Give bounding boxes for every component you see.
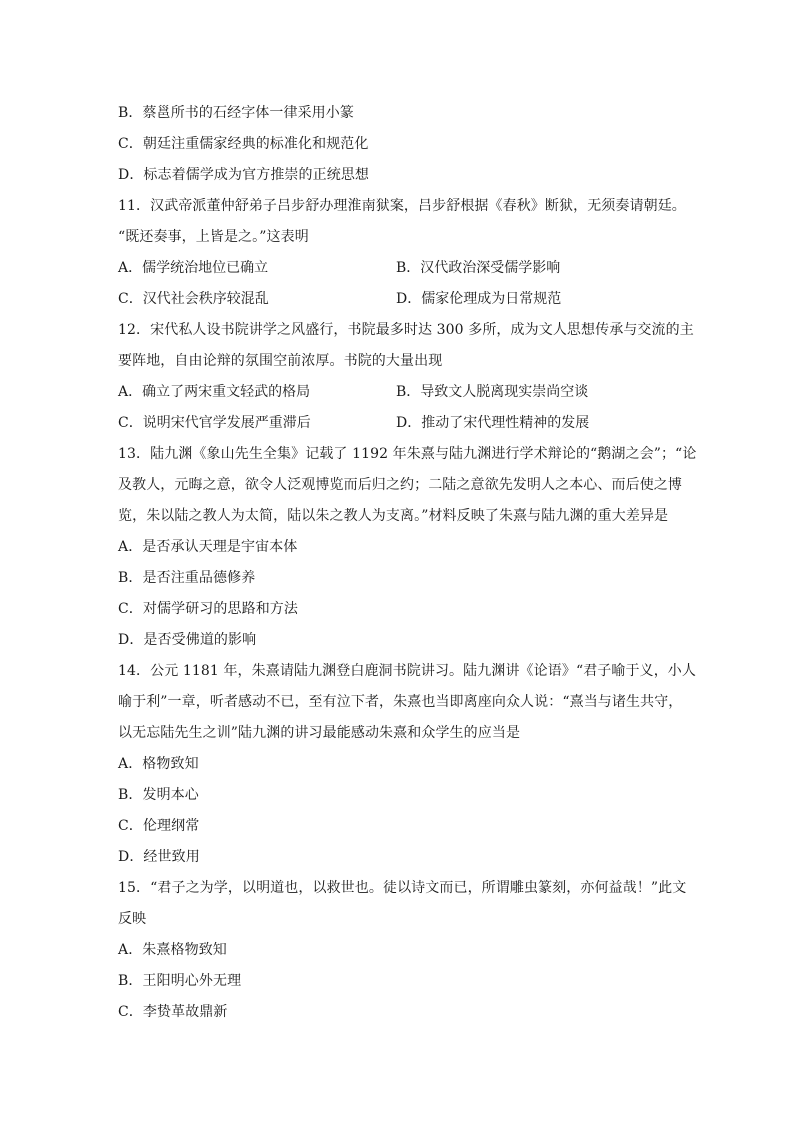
option-b: B．发明本心 — [118, 787, 199, 803]
option-d: D．标志着儒学成为官方推崇的正统思想 — [118, 167, 370, 183]
question-10-options — [118, 98, 690, 191]
option-row — [118, 408, 690, 439]
option-row — [118, 284, 690, 315]
option-d: D．儒家伦理成为日常规范 — [396, 291, 562, 307]
option-a: A．是否承认天理是宇宙本体 — [118, 539, 298, 555]
option-a: A．儒学统治地位已确立 — [118, 260, 269, 276]
question-stem-line: 12．宋代私人设书院讲学之风盛行，书院最多时达 300 多所，成为文人思想传承与交流的主 — [118, 322, 694, 338]
question-stem-line: 13．陆九渊《象山先生全集》记载了 1192 年朱熹与陆九渊进行学术辩论的“鹅湖之会”；“论 — [118, 446, 697, 462]
option-d: D．经世致用 — [118, 849, 200, 865]
question-14 — [118, 656, 696, 873]
option-c: C．对儒学研习的思路和方法 — [118, 601, 299, 617]
question-stem-line: 14．公元 1181 年，朱熹请陆九渊登白鹿洞书院讲习。陆九渊讲《论语》“君子喻于义，小人 — [118, 663, 696, 679]
option-c: C．说明宋代官学发展严重滞后 — [118, 415, 311, 431]
option-b: B．导致文人脱离现实崇尚空谈 — [396, 384, 589, 400]
option-c: C．朝廷注重儒家经典的标准化和规范化 — [118, 136, 369, 152]
question-stem-line: 反映 — [118, 911, 147, 927]
question-11 — [118, 191, 690, 315]
option-c: C．李贽革故鼎新 — [118, 1004, 228, 1020]
question-stem-line: 以无忘陆先生之训”陆九渊的讲习最能感动朱熹和众学生的应当是 — [118, 725, 521, 741]
question-stem-line: 喻于利”一章，听者感动不已，至有泣下者，朱熹也当即离座向众人说：“熹当与诸生共守， — [118, 694, 683, 710]
question-stem-line: “既还奏事，上皆是之。”这表明 — [118, 229, 309, 245]
option-a: A．确立了两宋重文轻武的格局 — [118, 384, 311, 400]
question-content — [118, 98, 697, 1028]
option-c: C．汉代社会秩序较混乱 — [118, 291, 269, 307]
option-a: A．朱熹格物致知 — [118, 942, 227, 958]
question-stem-line: 要阵地，自由论辩的氛围空前浓厚。书院的大量出现 — [118, 353, 443, 369]
question-15 — [118, 873, 690, 1028]
option-d: D．是否受佛道的影响 — [118, 632, 257, 648]
option-b: B．王阳明心外无理 — [118, 973, 242, 989]
question-12 — [118, 315, 694, 439]
option-b: B．蔡邕所书的石经字体一律采用小篆 — [118, 105, 354, 121]
question-13 — [118, 439, 697, 656]
option-b: B．汉代政治深受儒学影响 — [396, 260, 561, 276]
question-stem-line: 11．汉武帝派董仲舒弟子吕步舒办理淮南狱案，吕步舒根据《春秋》断狱，无须奏请朝廷。 — [118, 198, 686, 214]
option-row — [118, 377, 690, 408]
option-c: C．伦理纲常 — [118, 818, 200, 834]
question-stem-line: 及教人，元晦之意，欲令人泛观博览而后归之约；二陆之意欲先发明人之本心、而后使之博 — [118, 477, 682, 493]
question-stem-line: 览，朱以陆之教人为太简，陆以朱之教人为支离。”材料反映了朱熹与陆九渊的重大差异是 — [118, 508, 669, 524]
option-a: A．格物致知 — [118, 756, 199, 772]
option-b: B．是否注重品德修养 — [118, 570, 256, 586]
option-row — [118, 253, 690, 284]
question-stem-line: 15．“君子之为学，以明道也，以救世也。徒以诗文而已，所谓雕虫篆刻，亦何益哉！”此文 — [118, 880, 687, 896]
option-d: D．推动了宋代理性精神的发展 — [396, 415, 590, 431]
